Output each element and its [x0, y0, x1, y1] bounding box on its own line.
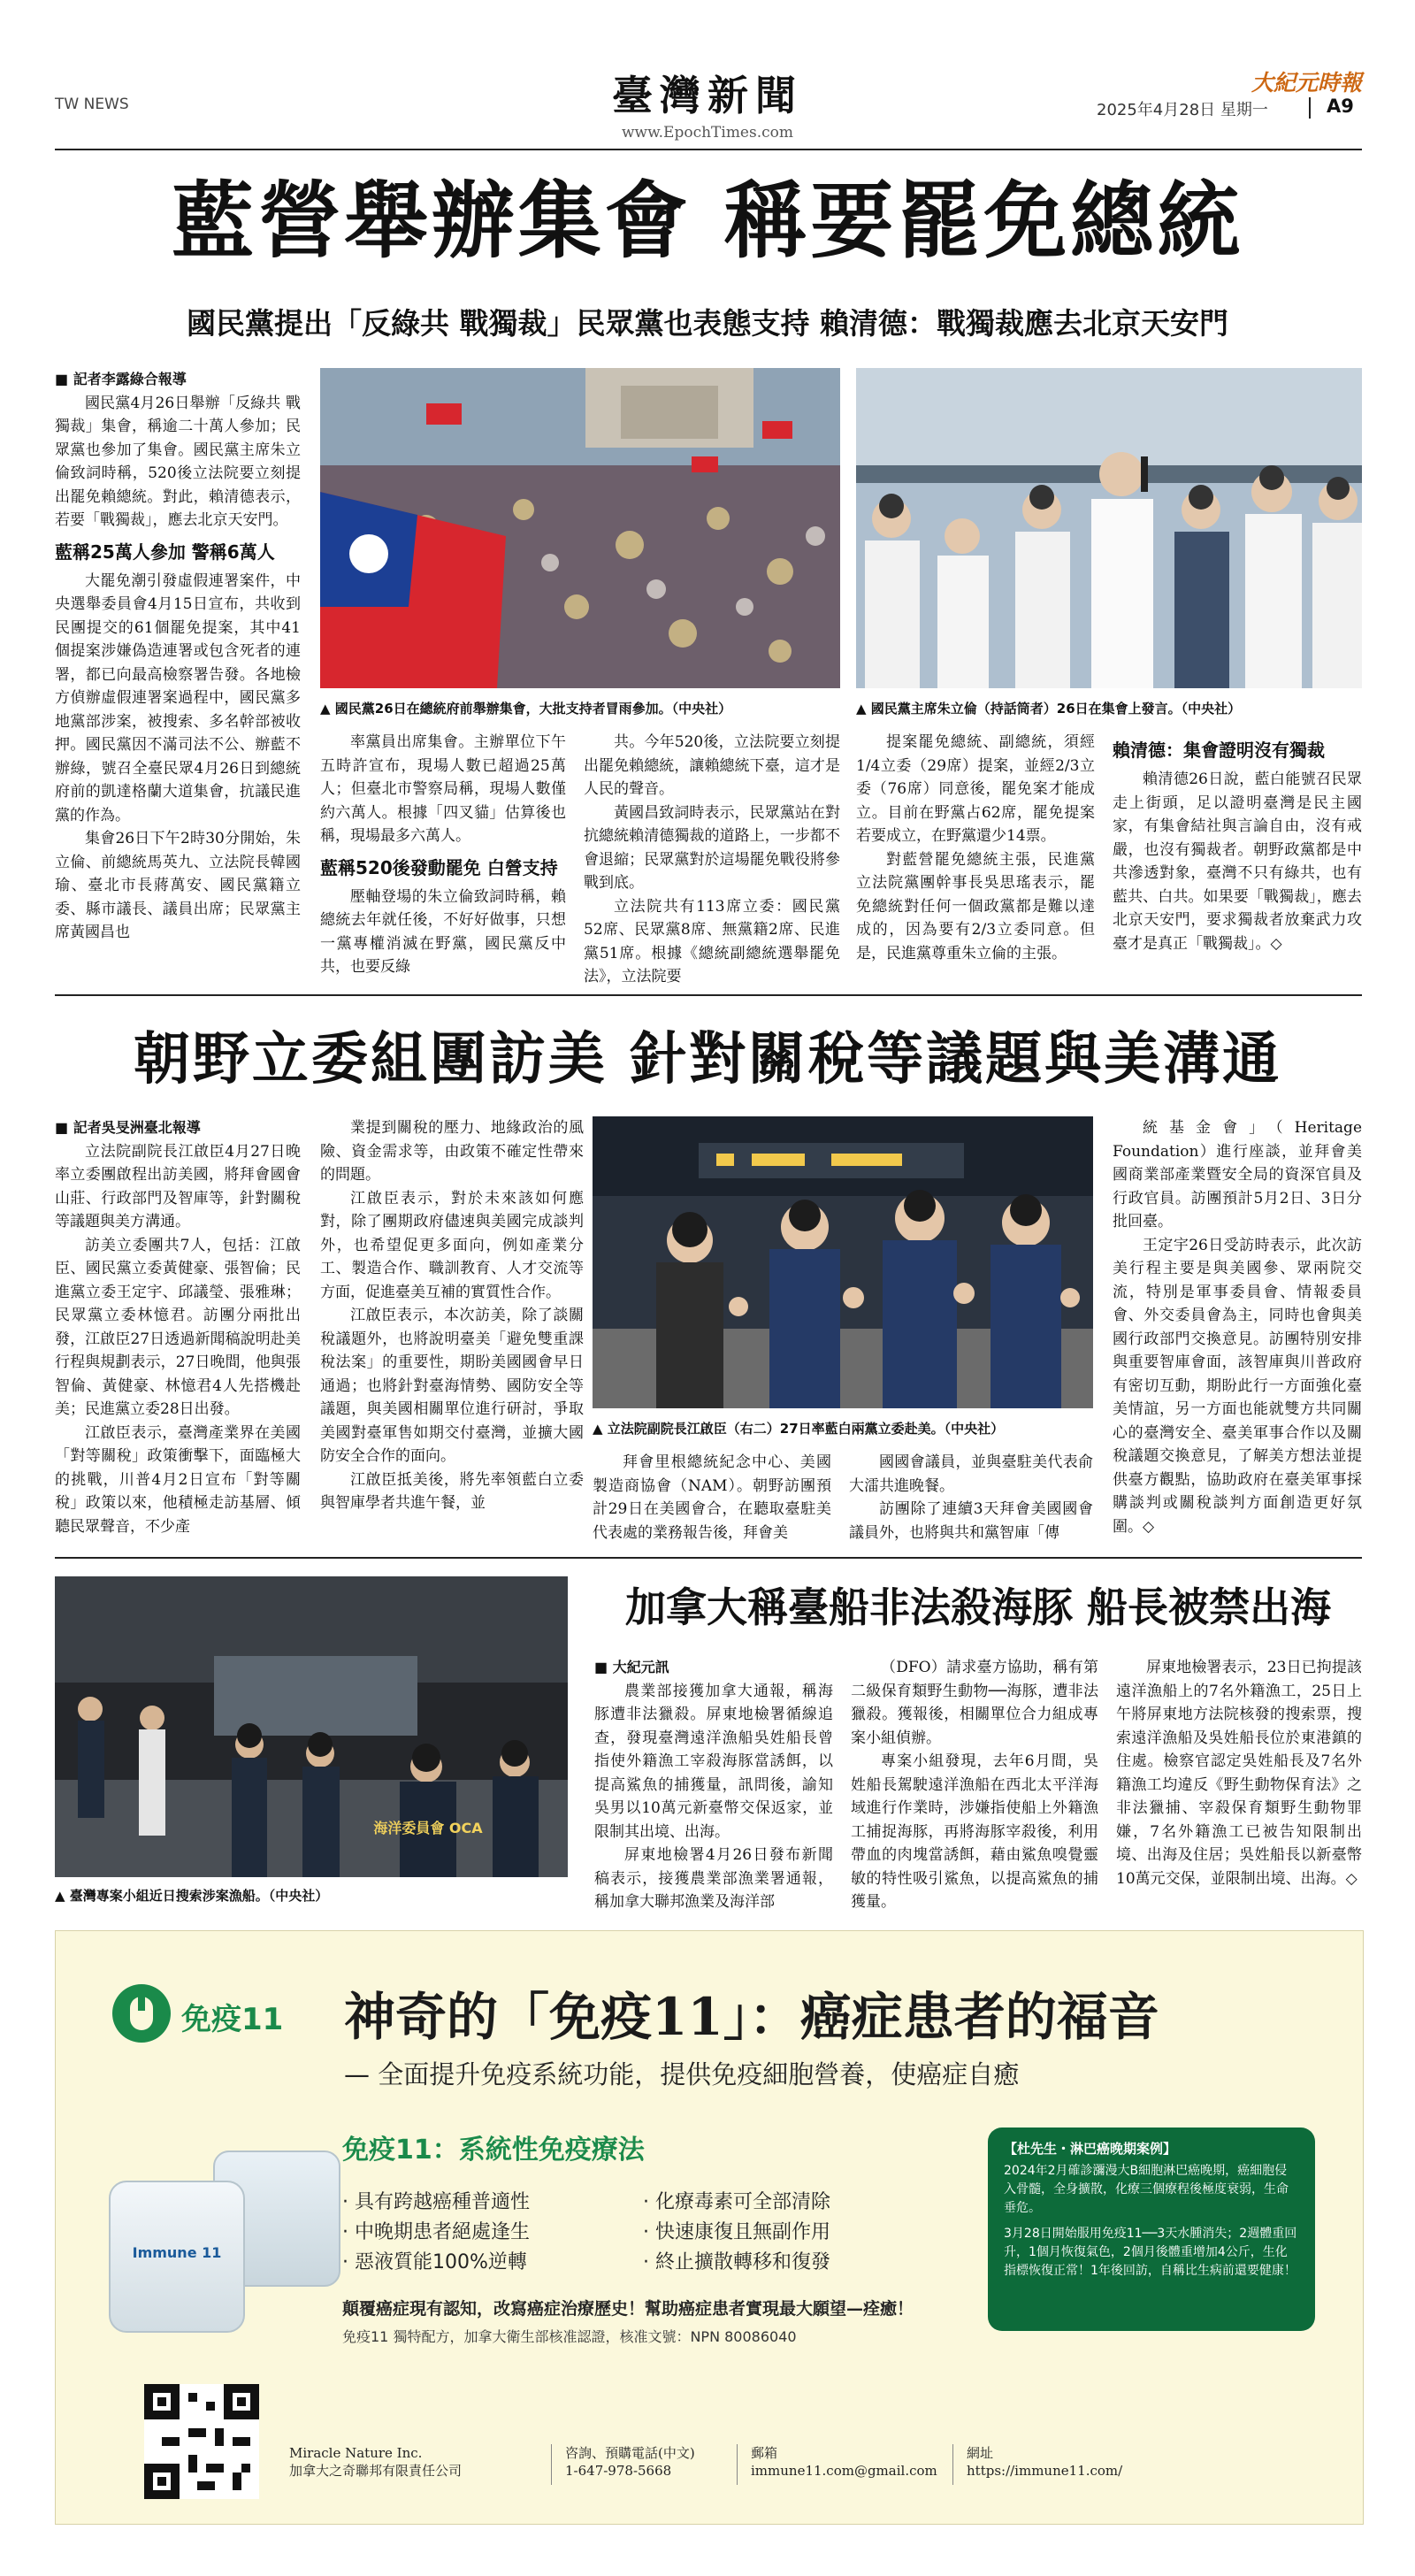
- ad-divider-3: [952, 2444, 953, 2485]
- story3-col2-p2: 專案小組發現，去年6月間，吳姓船長駕駛遠洋漁船在西北太平洋海域進行作業時，涉嫌指使船上外籍漁工捕捉海豚，再將海豚宰殺後，利用帶血的肉塊當誘餌，藉由鯊魚嗅覺靈敏的特性吸引鯊魚，以提高鯊魚的捕獲量。: [851, 1752, 1098, 1911]
- story1-col4-p1: 提案罷免總統、副總統，須經1/4立委（29席）提案，並經2/3立委（76席）同意後，罷免案才能成立。目前在野黨占62席，罷免提案若要成立，在野黨還少14票。: [856, 733, 1095, 845]
- ad-case-title: 【杜先生・淋巴癌晚期案例】: [1004, 2141, 1177, 2157]
- story1-caption1: ▲ 國民黨26日在總統府前舉辦集會，大批支持者冒雨參加。（中央社）: [320, 701, 732, 717]
- story1-col1-p2: 大罷免潮引發虛假連署案件，中央選舉委員會4月15日宣布，共收到民團提交的61個罷免提案，其中41個提案涉嫌偽造連署或包含死者的連署，都已向最高檢察署告發。各地檢方偵辦虛假連署案過程中，國民黨多地黨部涉案，被搜索、多名幹部被收押。國民黨因不滿司法不公、辦藍不辦綠，號召全臺民眾4月26日到總統府前的凱達格蘭大道集會，抗議民進黨的作為。: [55, 571, 301, 824]
- ad-divider-2: [737, 2444, 738, 2485]
- rally-crowd-image: [320, 368, 840, 688]
- story1-col3-p1: 共。今年520後，立法院要立刻提出罷免賴總統，讓賴總統下臺，這才是人民的聲音。: [584, 733, 840, 798]
- ad-box: [55, 1930, 1364, 2525]
- story2-col4: [849, 1451, 1093, 1545]
- story1-reporter: ■ 記者李露綠合報導: [55, 371, 187, 387]
- ad-case-p1: 2024年2月確診瀰漫大B細胞淋巴癌晚期，癌細胞侵入骨髓，全身擴散，化療三個療程後極度衰弱，生命垂危。: [1004, 2164, 1289, 2215]
- masthead-page: A9: [1327, 96, 1354, 117]
- ad-logo-bar-icon: [138, 1991, 145, 2011]
- masthead-date: 2025年4月28日 星期一: [1097, 101, 1268, 119]
- story1-sub1: 藍稱25萬人參加 警稱6萬人: [55, 540, 275, 563]
- ad-email-block[interactable]: [751, 2444, 937, 2480]
- ad-company-zh: 加拿大之奇聯邦有限責任公司: [289, 2463, 463, 2479]
- story2-col1-p3: 江啟臣表示，臺灣產業界在美國「對等關稅」政策衝擊下，面臨極大的挑戰，川普4月2日宣布「對等關稅」政策以來，他積極走訪基層、傾聽民眾聲音，不少產: [55, 1423, 301, 1536]
- story2-col3: [593, 1451, 831, 1545]
- story2-headline: 朝野立委組團訪美 針對關稅等議題與美溝通: [133, 1026, 1282, 1092]
- story1-speech-photo: [856, 368, 1362, 688]
- story3-col2-p1: （DFO）請求臺方協助，稱有第二級保育類野生動物──海豚，遭非法獵殺。獲報後，相關單位合力組成專案小組偵辦。: [851, 1659, 1098, 1747]
- story3-col1: [594, 1656, 833, 1913]
- ad-bullet: · 快速康復且無副作用: [643, 2221, 830, 2243]
- ad-headline: 神奇的「免疫11」：癌症患者的福音: [344, 1987, 1159, 2047]
- story1-sub2: 藍稱520後發動罷免 白營支持: [320, 856, 558, 878]
- story3-headline: 加拿大稱臺船非法殺海豚 船長被禁出海: [624, 1583, 1331, 1631]
- airport-delegation-image: [593, 1116, 1093, 1408]
- story1-col3: [584, 731, 840, 987]
- story2-col2-p1: 業提到關稅的壓力、地緣政治的風險、資金需求等，由政策不確定性帶來的問題。: [320, 1119, 584, 1184]
- ad-company: [289, 2444, 462, 2480]
- story1-col1: [55, 368, 301, 987]
- ad-web-label: 網址: [967, 2445, 994, 2461]
- story2-photo: [593, 1116, 1093, 1408]
- story2-col4-p2: 訪團除了連續3天拜會美國國會議員外，也將與共和黨智庫「傳: [849, 1500, 1093, 1542]
- ad-logo: [112, 1984, 171, 2043]
- ad-phone-block[interactable]: [565, 2444, 695, 2480]
- story3-reporter: ■ 大紀元訊: [594, 1659, 669, 1675]
- ad-bullet: · 惡液質能100%逆轉: [342, 2251, 527, 2273]
- story1-col2-p2: 壓軸登場的朱立倫致詞時稱，賴總統去年就任後，不好好做事，只想一黨專權消滅在野黨，國民黨反中共，也要反綠: [320, 887, 566, 976]
- boat-search-image: [55, 1576, 568, 1877]
- story1-sub3: 賴清德：集會證明沒有獨裁: [1113, 740, 1325, 761]
- masthead-title: 臺灣新聞: [612, 72, 803, 119]
- story3-col3-p1: 屏東地檢署表示，23日已拘提該遠洋漁船上的7名外籍漁工，25日上午將屏東地方法院核發的搜索票，搜索遠洋漁船及吳姓船長位於東港鎮的住處。檢察官認定吳姓船長及7名外籍漁工均違反《野生動物保育法》之非法獵捕、宰殺保育類野生動物罪嫌，7名外籍漁工已被告知限制出境、出海及住居；吳姓船長以新臺幣10萬元交保，並限制出境、出海。◇: [1116, 1659, 1362, 1888]
- story1-caption2: ▲ 國民黨主席朱立倫（持話筒者）26日在集會上發言。（中央社）: [856, 701, 1242, 717]
- story2-col1-p2: 訪美立委團共7人，包括：江啟臣、國民黨立委黃健豪、張智倫；民進黨立委王定宇、邱議瑩、張雅琳；民眾黨立委林憶君。訪團分兩批出發，江啟臣27日透過新聞稿說明赴美行程與規劃表示，27日晚間，他與張智倫、黃健豪、林憶君4人先搭機赴美；民進黨立委28日出發。: [55, 1236, 301, 1418]
- story3-col1-p1: 農業部接獲加拿大通報，稱海豚遭非法獵殺。屏東地檢署循線追查，發現臺灣遠洋漁船吳姓船長曾指使外籍漁工宰殺海豚當誘餌，以提高鯊魚的捕獲量，訊問後，諭知吳男以10萬元新臺幣交保返家，並限制其出境、出海。: [594, 1682, 833, 1841]
- ad-company-en: Miracle Nature Inc.: [289, 2445, 423, 2461]
- story1-subhead: 國民黨提出「反綠共 戰獨裁」民眾黨也表態支持 賴清德：戰獨裁應去北京天安門: [187, 306, 1228, 341]
- masthead-rule: [55, 149, 1362, 150]
- ad-phone-label: 咨詢、預購電話(中文): [565, 2445, 695, 2461]
- ad-bullets-right: [643, 2188, 830, 2278]
- ad-phone[interactable]: 1-647-978-5668: [565, 2463, 672, 2479]
- ad-therapy-title: 免疫11：系統性免疫療法: [342, 2135, 645, 2166]
- ad-bullet: · 中晚期患者絕處逢生: [342, 2221, 530, 2243]
- ad-web-block[interactable]: [967, 2444, 1122, 2480]
- ad-logo-text: 免疫11: [181, 2002, 284, 2037]
- story3-col2: [851, 1656, 1098, 1913]
- ad-web[interactable]: https://immune11.com/: [967, 2463, 1123, 2479]
- story1-col4: [856, 731, 1095, 987]
- speech-stage-image: [856, 368, 1362, 688]
- story1-col4-p2: 對藍營罷免總統主張，民進黨立法院黨團幹事長吳思瑤表示，罷免總統對任何一個政黨都是難以達成的，因為要有2/3立委同意。但是，民進黨尊重朱立倫的主張。: [856, 850, 1095, 962]
- ad-subhead: — 全面提升免疫系統功能，提供免疫細胞營養，使癌症自癒: [344, 2059, 1020, 2089]
- story2-col2-p3: 江啟臣表示，本次訪美，除了談關稅議題外，也將說明臺美「避免雙重課稅法案」的重要性，期盼美國國會早日通過；也將針對臺海情勢、國防安全等議題，與美國相關單位進行研討，爭取美國對臺軍售如期交付臺灣，並擴大國防安全合作的面向。: [320, 1307, 584, 1465]
- story1-col1-p1: 國民黨4月26日舉辦「反綠共 戰獨裁」集會，稱逾二十萬人參加；民眾黨也參加了集會。國民黨主席朱立倫致詞時稱，520後立法院要立刻提出罷免賴總統。對此，賴清德表示，若要「戰獨裁」，應去北京天安門。: [55, 394, 301, 529]
- story1-col5: [1113, 731, 1362, 987]
- story1-col3-p2: 黃國昌致詞時表示，民眾黨站在對抗總統賴清德獨裁的道路上，一步都不會退縮；民眾黨對於這場罷免戰役將參戰到底。: [584, 803, 840, 892]
- masthead-left: TW NEWS: [55, 96, 129, 113]
- vest-label: 海洋委員會 OCA: [373, 1820, 483, 1836]
- ad-qr-code: [144, 2384, 259, 2499]
- ad-divider-1: [551, 2444, 552, 2485]
- story2-col2-p4: 江啟臣抵美後，將先率領藍白立委與智庫學者共進午餐，並: [320, 1470, 584, 1512]
- masthead-url: www.EpochTimes.com: [622, 124, 793, 142]
- story2-col2-p2: 江啟臣表示，對於未來該如何應對，除了團期政府儘速與美國完成談判外，也希望促更多面向，例如產業分工、製造合作、職訓教育、人才交流等方面，促進臺美互補的實質性合作。: [320, 1189, 584, 1301]
- story2-col3-p1: 拜會里根總統紀念中心、美國製造商協會（NAM）。朝野訪團預計29日在美國會合，在聽取臺駐美代表處的業務報告後，拜會美: [593, 1453, 831, 1542]
- masthead-paper: 大紀元時報: [1251, 70, 1362, 96]
- story2-col4-p1: 國國會議員，並與臺駐美代表俞大㵢共進晚餐。: [849, 1453, 1093, 1495]
- story3-col3: [1116, 1656, 1362, 1913]
- story2-col5-p2: 王定宇26日受訪時表示，此次訪美行程主要是與美國參、眾兩院交流，特別是軍事委員會、情報委員會、外交委員會為主，同時也會與美國行政部門交換意見。訪團特別安排與重要智庫會面，該智庫與川普政府有密切互動，期盼此行一方面強化臺美情誼，另一方面也能就雙方共同關心的臺灣安全、臺美軍事合作以及關稅議題交換意見，了解美方想法並提供臺方觀點，協助政府在臺美軍事採購談判或關稅談判方面創造更好氛圍。◇: [1113, 1236, 1362, 1536]
- story2-col2: [320, 1116, 584, 1545]
- story2-col1-p1: 立法院副院長江啟臣4月27日晚率立委團啟程出訪美國，將拜會國會山莊、行政部門及智庫等，針對關稅等議題與美方溝通。: [55, 1142, 301, 1230]
- story3-photo: [55, 1576, 568, 1877]
- story1-headline: 藍營舉辦集會 稱要罷免總統: [171, 172, 1244, 270]
- story1-col2-p1: 率黨員出席集會。主辦單位下午五時許宣布，現場人數已超過25萬人；但臺北市警察局稱，現場人數僅約六萬人。根據「四叉貓」估算後也稱，現場最多六萬人。: [320, 733, 566, 845]
- story1-col2: [320, 731, 566, 987]
- ad-tagline: 顛覆癌症現有認知，改寫癌症治療歷史！幫助癌症患者實現最大願望—痊癒！: [342, 2299, 914, 2319]
- ad-email[interactable]: immune11.com@gmail.com: [751, 2463, 937, 2479]
- ad-note: 免疫11 獨特配方，加拿大衛生部核准認證，核准文號：NPN 80086040: [342, 2328, 797, 2345]
- ad-email-label: 郵箱: [751, 2445, 778, 2461]
- ad-bullets-left: [342, 2188, 530, 2278]
- ad-bullet: · 化療毒素可全部清除: [643, 2191, 830, 2213]
- story1-col5-p1: 賴清德26日說，藍白能號召民眾走上街頭，足以證明臺灣是民主國家，有集會結社與言論自由，沒有戒嚴，也沒有獨裁者。朝野政黨都是中共滲透對象，臺灣不只有綠共，也有藍共、白共。如果要「戰獨裁」，應去北京天安門，要求獨裁者放棄武力攻臺才是真正「戰獨裁」。◇: [1113, 770, 1362, 953]
- story1-col3-p3: 立法院共有113席立委：國民黨52席、民眾黨8席、無黨籍2席、民進黨51席。根據《總統副總統選舉罷免法》，立法院要: [584, 897, 840, 985]
- ad-bullet: · 終止擴散轉移和復發: [643, 2251, 830, 2273]
- story2-col5: [1113, 1116, 1362, 1545]
- ad-product-jar-front: [109, 2181, 245, 2333]
- story3-caption: ▲ 臺灣專案小組近日搜索涉案漁船。（中央社）: [55, 1888, 329, 1904]
- story2-col1: [55, 1116, 301, 1545]
- story2-reporter: ■ 記者吳旻洲臺北報導: [55, 1119, 201, 1136]
- story2-bottom-rule: [55, 1557, 1362, 1559]
- ad-bullet: · 具有跨越癌種普適性: [342, 2191, 530, 2213]
- ad-jar-label: Immune 11: [132, 2244, 222, 2261]
- story2-caption: ▲ 立法院副院長江啟臣（右二）27日率藍白兩黨立委赴美。（中央社）: [593, 1421, 1005, 1437]
- masthead-divider: [1309, 97, 1311, 119]
- story1-bottom-rule: [55, 994, 1362, 996]
- story1-rally-photo: [320, 368, 840, 688]
- ad-case-p2: 3月28日開始服用免疫11──3天水腫消失；2週體重回升，1個月恢復氣色，2個月後體重增加4公斤，生化指標恢復正常！1年後回訪，自稱比生病前還要健康！: [1004, 2227, 1297, 2278]
- ad-case-box: [988, 2128, 1315, 2331]
- story1-col1-p3: 集會26日下午2時30分開始，朱立倫、前總統馬英九、立法院長韓國瑜、臺北市長蔣萬安、國民黨籍立委、縣市議長、議員出席；民眾黨主席黃國昌也: [55, 830, 301, 941]
- story3-col1-p2: 屏東地檢署4月26日發布新聞稿表示，接獲農業部漁業署通報，稱加拿大聯邦漁業及海洋部: [594, 1846, 833, 1911]
- story2-col5-p1: 統基金會」（Heritage Foundation）進行座談，並拜會美國商業部產業暨安全局的資深官員及行政官員。訪團預計5月2日、3日分批回臺。: [1113, 1119, 1362, 1230]
